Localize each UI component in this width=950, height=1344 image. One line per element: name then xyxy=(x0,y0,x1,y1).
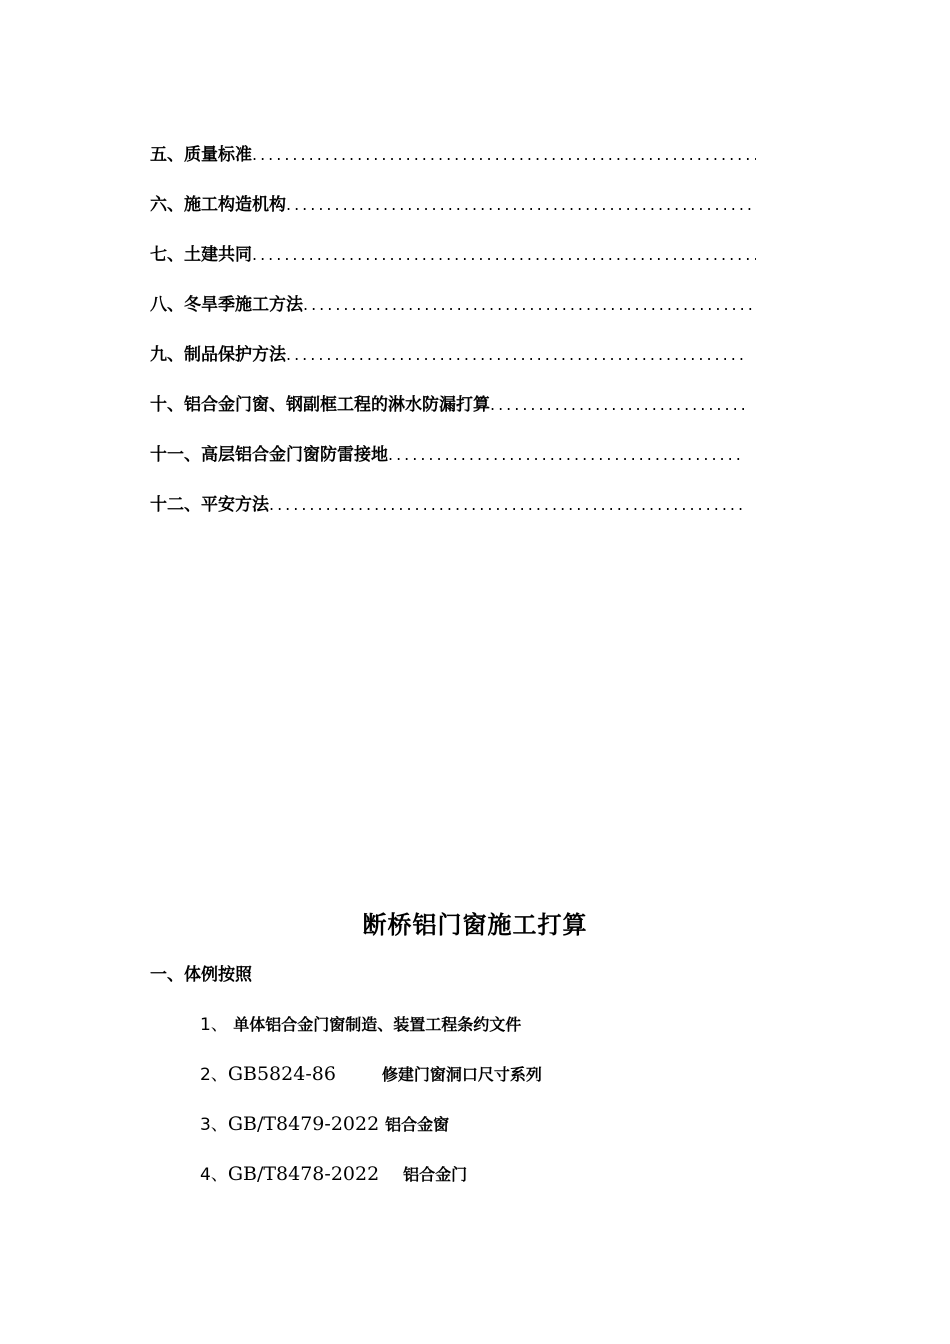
reference-item xyxy=(200,1010,542,1060)
document-title: 断桥铝门窗施工打算 xyxy=(362,911,588,939)
toc-entry[interactable] xyxy=(150,140,756,190)
toc-dot-leader xyxy=(388,445,744,464)
toc-dot-leader xyxy=(269,495,744,514)
reference-code: GB5824-86 xyxy=(227,1063,336,1085)
reference-name: 修建门窗洞口尺寸系列 xyxy=(381,1065,542,1084)
toc-entry-label: 十一、高层铝合金门窗防雷接地 xyxy=(150,445,388,465)
reference-item xyxy=(200,1160,542,1210)
section-heading: 一、体例按照 xyxy=(150,965,252,985)
reference-item xyxy=(200,1110,542,1160)
reference-number: 4、 xyxy=(200,1165,228,1185)
toc-dot-leader xyxy=(252,145,756,164)
reference-number: 3、 xyxy=(200,1115,228,1135)
reference-name: 单体铝合金门窗制造、装置工程条约文件 xyxy=(233,1015,522,1034)
toc-entry-label: 十二、平安方法 xyxy=(150,495,269,515)
toc-dot-leader xyxy=(286,195,756,214)
reference-item xyxy=(200,1060,542,1110)
toc-dot-leader xyxy=(252,245,756,264)
toc-dot-leader xyxy=(286,345,744,364)
toc-entry-label: 八、冬旱季施工方法 xyxy=(150,295,303,315)
toc-entry-label: 十、铝合金门窗、钢副框工程的淋水防漏打算 xyxy=(150,395,490,415)
reference-name: 铝合金窗 xyxy=(385,1115,450,1134)
reference-code: GB/T8479-2022 xyxy=(227,1113,380,1135)
toc-entry[interactable] xyxy=(150,340,744,390)
toc-entry[interactable] xyxy=(150,190,756,240)
toc-entry-label: 六、施工构造机构 xyxy=(150,195,286,215)
toc-entry[interactable] xyxy=(150,390,744,440)
table-of-contents xyxy=(150,140,756,540)
toc-entry[interactable] xyxy=(150,490,744,540)
toc-entry[interactable] xyxy=(150,440,744,490)
reference-number: 2、 xyxy=(200,1065,228,1085)
toc-dot-leader xyxy=(490,395,744,414)
reference-code: GB/T8478-2022 xyxy=(227,1163,380,1185)
toc-entry-label: 七、土建共同 xyxy=(150,245,252,265)
toc-entry[interactable] xyxy=(150,240,756,290)
reference-number: 1、 xyxy=(200,1015,228,1035)
toc-entry-label: 五、质量标准 xyxy=(150,145,252,165)
toc-entry[interactable] xyxy=(150,290,756,340)
reference-name: 铝合金门 xyxy=(403,1165,468,1184)
toc-entry-label: 九、制品保护方法 xyxy=(150,345,286,365)
reference-list xyxy=(200,1010,542,1210)
toc-dot-leader xyxy=(303,295,756,314)
